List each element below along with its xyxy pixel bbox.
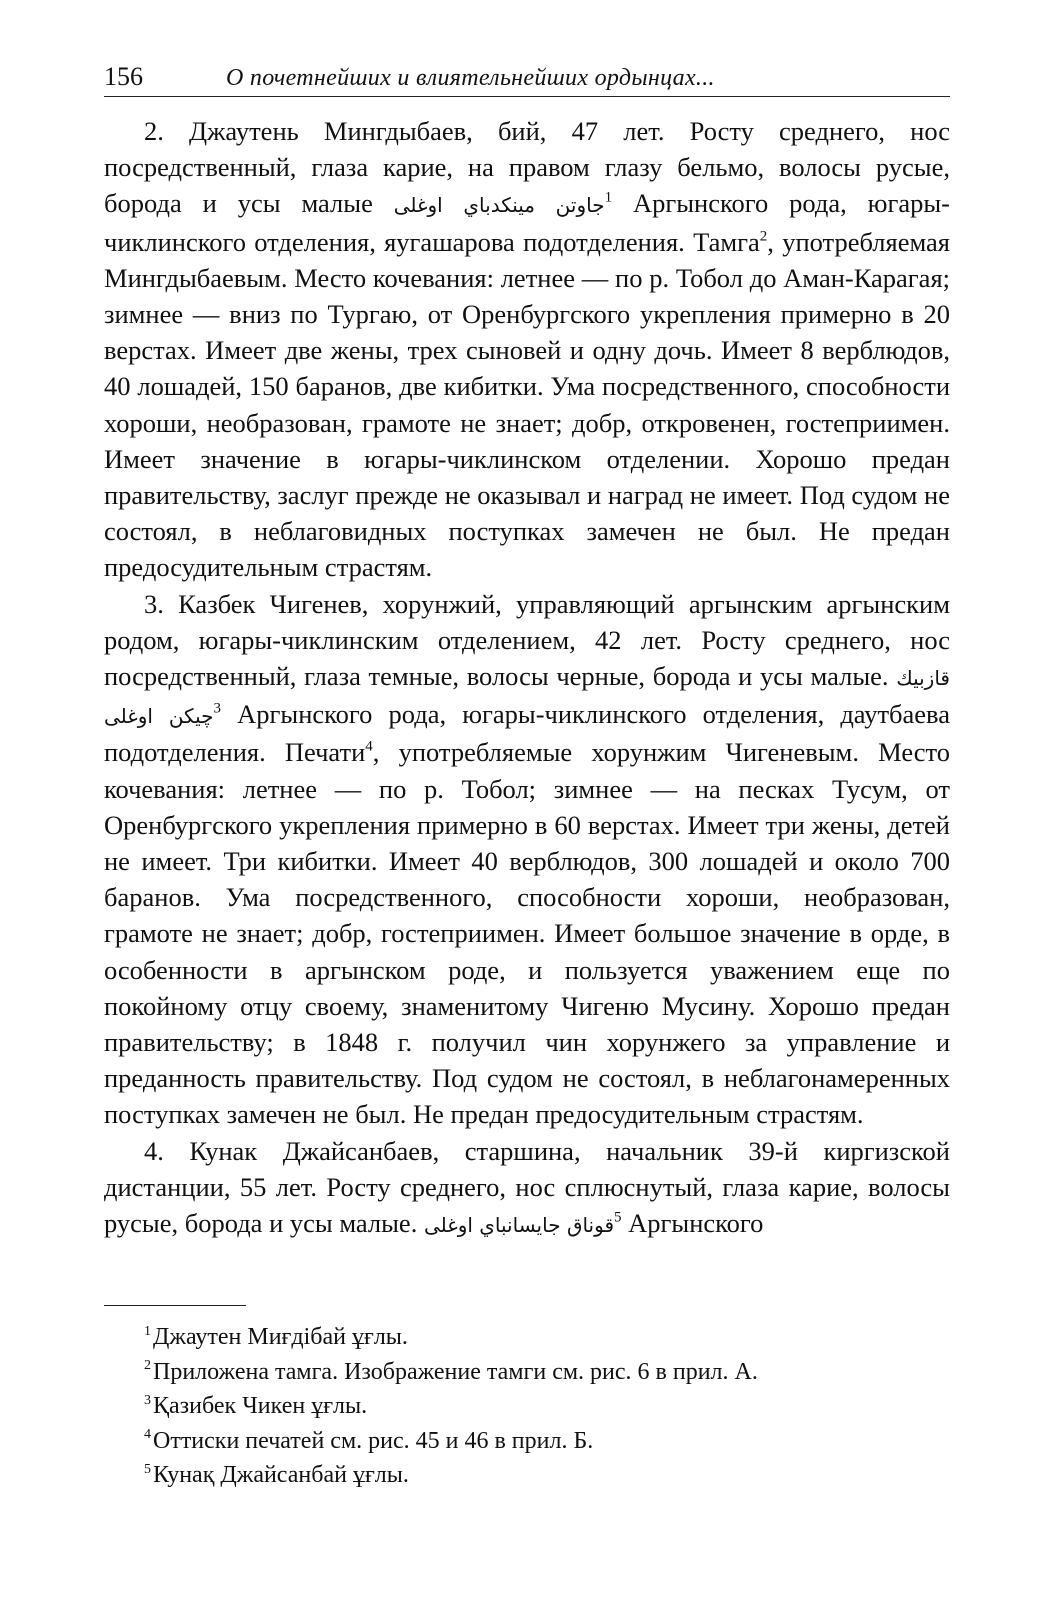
arabic-script-name: قازبيك چيكن اوغلى xyxy=(104,666,950,729)
footnote xyxy=(144,1424,950,1459)
footnote-text: Қазибек Чикен ұғлы. xyxy=(153,1393,368,1420)
footnote-text: Приложена тамга. Изображение тамги см. рис. 6 в прил. А. xyxy=(153,1358,758,1385)
paragraph-text: Аргынского рода, югары-чиклинского отделения, яугашарова подотделения. Тамга xyxy=(104,188,950,257)
paragraph-text: , употребляемая Мингдыбаевым. Место кочевания: летнее — по р. Тобол до Аман-Карагая; зимнее — вниз по Тургаю, от Оренбургского укрепления примерно в 20 верстах. Имеет две жены, трех сыновей и одну дочь. Имеет 8 верблюдов, 40 лошадей, 150 баранов, две кибитки. Ума посредственного, способности хороши, необразован, грамоте не знает; добр, откровенен, гостеприимен. Имеет значение в югары-чиклинском отделении. Хорошо предан правительству, заслуг прежде не оказывал и наград не имеет. Под судом не состоял, в неблаговидных поступках замечен не был. Не предан предосудительным страстям. xyxy=(104,226,950,583)
footnote-text: Джаутен Миғдібай ұғлы. xyxy=(153,1324,408,1351)
paragraph-text: 3. Казбек Чигенев, хорунжий, управляющий аргынским аргынским родом, югары-чиклинским отделением, 42 лет. Росту среднего, нос посредственный, глаза темные, волосы черные, борода и усы малые. xyxy=(104,588,950,692)
footnote-number: 5 xyxy=(144,1461,151,1477)
footnote-number: 2 xyxy=(144,1358,151,1373)
footnote xyxy=(144,1355,950,1390)
paragraph-text: Аргынского xyxy=(621,1208,764,1239)
footnotes xyxy=(104,1320,950,1493)
paragraph-kunak xyxy=(104,1133,950,1244)
footnote-separator xyxy=(104,1305,246,1306)
footnote-ref: 1 xyxy=(604,189,613,206)
running-header xyxy=(104,62,950,97)
footnote-text: Кунақ Джайсанбай ұғлы. xyxy=(153,1462,409,1489)
book-page xyxy=(104,62,950,1493)
paragraph-text: 2. Джаутень Мингдыбаев, бий, 47 лет. Росту среднего, нос посредственный, глаза карие, на правом глазу бельмо, волосы русые, борода и усы малые xyxy=(104,116,950,219)
footnote xyxy=(144,1389,950,1424)
paragraph-text: 4. Кунак Джайсанбаев, старшина, начальник 39-й киргизской дистанции, 55 лет. Росту среднего, нос сплюснутый, глаза карие, волосы русые, борода и усы малые. xyxy=(104,1135,950,1239)
footnote-number: 3 xyxy=(144,1392,151,1408)
footnote-text: Оттиски печатей см. рис. 45 и 46 в прил. Б. xyxy=(153,1427,594,1454)
paragraph-kazbek xyxy=(104,586,950,1133)
paragraph-text: , употребляемые хорунжим Чигеневым. Место кочевания: летнее — по р. Тобол; зимнее — на песках Тусум, от Оренбургского укрепления примерно в 60 верстах. Имеет три жены, детей не имеет. Три кибитки. Имеет 40 верблюдов, 300 лошадей и около 700 баранов. Ума посредственного, способности хороши, необразован, грамоте не знает; добр, гостеприимен. Имеет большое значение в орде, в особенности в аргынском роде, и пользуется уважением еще по покойному отцу своему, знаменитому Чигеню Мусину. Хорошо предан правительству; в 1848 г. получил чин хорунжего за управление и преданность правительству. Под судом не состоял, в неблагонамеренных поступках замечен не был. Не предан предосудительным страстям. xyxy=(104,737,950,1130)
footnote-ref: 2 xyxy=(759,228,768,245)
footnote-ref: 4 xyxy=(365,738,373,755)
footnote-number: 4 xyxy=(144,1427,151,1442)
page-number: 156 xyxy=(104,62,143,91)
paragraph-text: Аргынского рода, югары-чиклинского отделения, даутбаева подотделения. Печати xyxy=(104,699,950,768)
main-text xyxy=(104,113,950,1243)
footnote xyxy=(144,1320,950,1355)
footnote-ref: 3 xyxy=(213,700,221,717)
footnote-ref: 5 xyxy=(614,1209,622,1226)
footnote xyxy=(144,1458,950,1493)
arabic-script-name: قوناق جايسانباي اوغلى xyxy=(423,1213,615,1238)
paragraph-dzhauten xyxy=(104,113,950,586)
running-title: О почетнейших и влиятельнейших ордынцах... xyxy=(226,65,715,91)
arabic-script-name: جاوتن مينكدباي اوغلى xyxy=(393,193,605,218)
footnote-number: 1 xyxy=(144,1323,151,1339)
